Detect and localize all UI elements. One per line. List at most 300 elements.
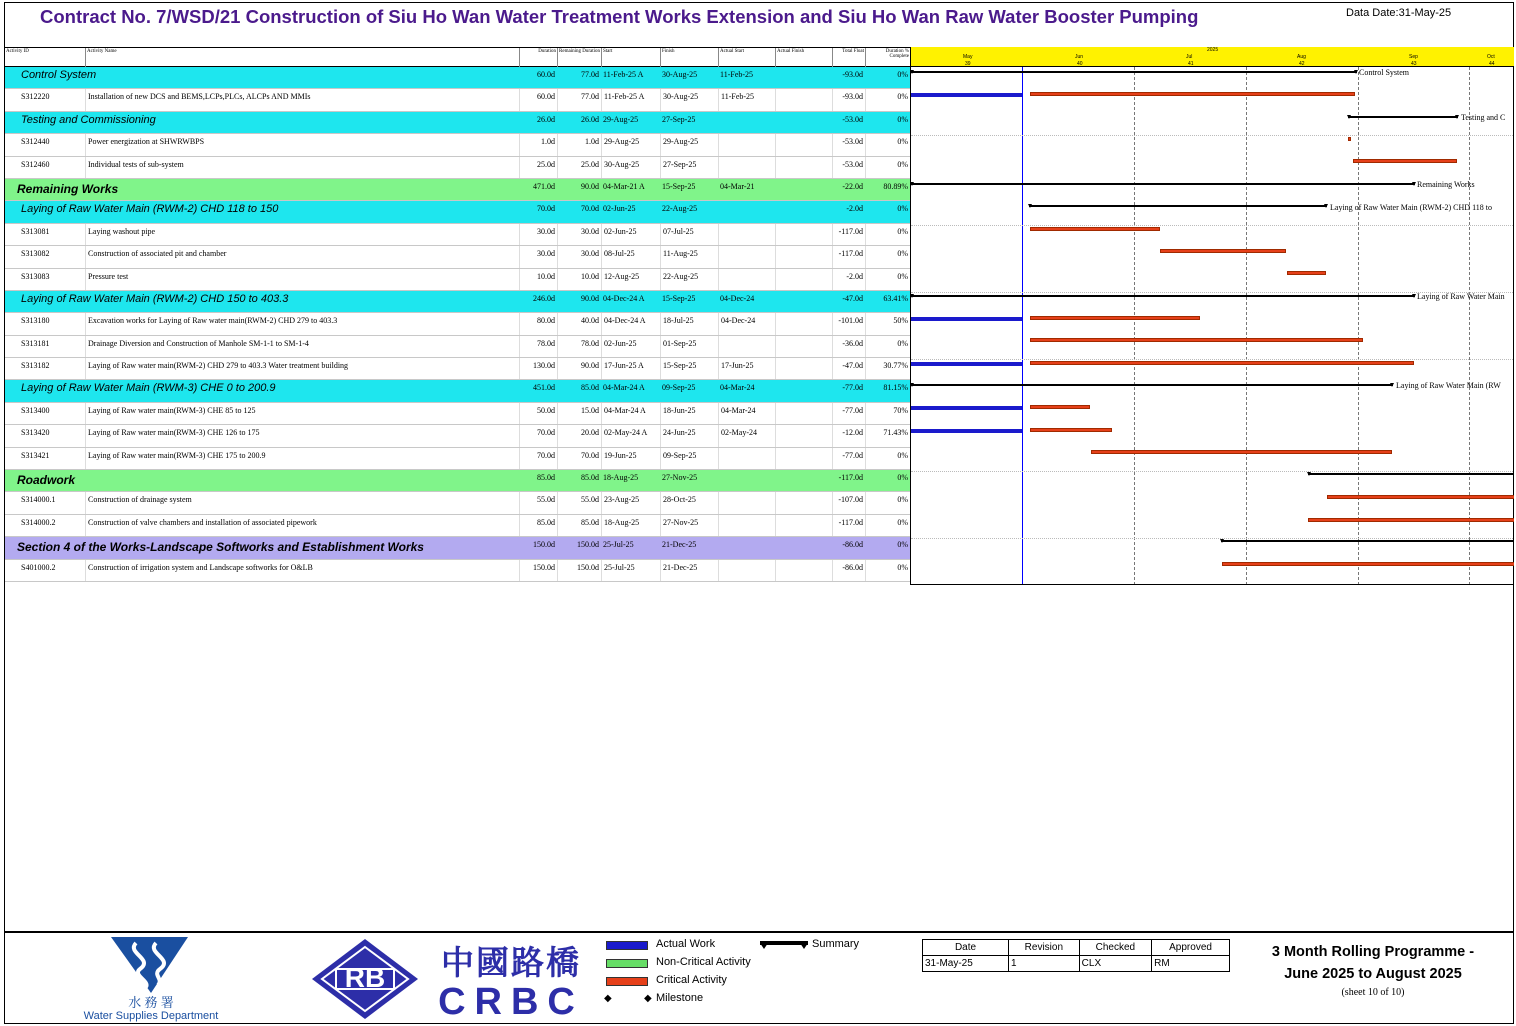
cell-activity-id: S312220	[21, 92, 50, 102]
gantt-label-rwm2-118: Laying of Raw Water Main (RWM-2) CHD 118 to	[1330, 203, 1492, 212]
cell-actual-finish	[775, 515, 832, 536]
legend-summary: Summary	[812, 938, 860, 950]
critical-bar-s313082[interactable]	[1160, 249, 1286, 253]
cell-finish: 07-Jul-25	[660, 224, 718, 245]
cell-activity-id: S314000.1	[21, 495, 56, 505]
wsd-logo	[66, 935, 236, 1025]
critical-bar-s314000-1[interactable]	[1327, 495, 1514, 499]
summary-bar-roadwork[interactable]	[1308, 473, 1514, 475]
cell-pct-complete: 0%	[865, 336, 910, 357]
cell-actual-start	[718, 269, 775, 290]
cell-remaining-duration: 90.0d	[557, 358, 601, 379]
rb-logo-text: RB	[344, 962, 386, 993]
group-name: Testing and Commissioning	[21, 113, 156, 126]
cell-activity-id: S313180	[21, 316, 50, 326]
cell-activity-name: Excavation works for Laying of Raw water main(RWM-2) CHD 279 to 403.3	[85, 313, 519, 334]
cell-pct-complete: 81.15%	[883, 383, 908, 393]
cell-start: 25-Jul-25	[601, 560, 660, 581]
col-actual-start[interactable]: Actual Start	[718, 48, 775, 67]
cell-total-float: -36.0d	[832, 336, 865, 357]
critical-bar-s313182[interactable]	[1030, 361, 1414, 365]
group-row[interactable]	[5, 537, 910, 559]
table-row[interactable]	[5, 134, 910, 156]
cell-remaining-duration: 77.0d	[557, 89, 601, 110]
group-row[interactable]	[5, 112, 910, 134]
timescale-month: May	[963, 54, 973, 60]
cell-actual-start: 04-Mar-21	[720, 181, 755, 191]
crbc-logo	[432, 937, 590, 1025]
cell-duration: 70.0d	[537, 204, 555, 214]
gridline	[1134, 67, 1135, 585]
cell-total-float: -93.0d	[832, 89, 865, 110]
sheet-number: (sheet 10 of 10)	[1341, 987, 1405, 998]
cell-activity-id: S313400	[21, 405, 50, 415]
cell-pct-complete: 0%	[865, 134, 910, 155]
col-total-float[interactable]: Total Float	[832, 48, 865, 67]
cell-finish: 30-Aug-25	[662, 70, 698, 79]
cell-pct-complete: 0%	[865, 224, 910, 245]
critical-bar-s312440[interactable]	[1348, 137, 1351, 141]
cell-activity-name: Construction of valve chambers and installation of associated pipework	[85, 515, 519, 536]
timescale-week: 42	[1299, 61, 1305, 67]
table-row[interactable]	[5, 358, 910, 380]
group-row[interactable]	[5, 291, 910, 313]
cell-total-float: -101.0d	[832, 313, 865, 334]
table-row[interactable]	[5, 313, 910, 335]
group-row[interactable]	[5, 67, 910, 89]
timescale-month: Jun	[1075, 54, 1084, 60]
cell-finish: 15-Sep-25	[660, 358, 718, 379]
cell-finish: 09-Sep-25	[662, 383, 696, 393]
cell-remaining-duration: 150.0d	[577, 540, 599, 550]
cell-finish: 09-Sep-25	[660, 448, 718, 469]
cell-activity-name: Laying of Raw water main(RWM-3) CHE 126 to 175	[85, 425, 519, 446]
milestone-diamond-icon: ◆	[604, 993, 612, 1004]
cell-total-float: -2.0d	[846, 204, 863, 214]
cell-actual-finish	[775, 269, 832, 290]
footer	[4, 931, 1514, 1024]
cell-actual-finish	[775, 246, 832, 267]
legend-critical-swatch	[606, 977, 648, 986]
cell-actual-finish	[775, 134, 832, 155]
cell-actual-start: 17-Jun-25	[718, 358, 775, 379]
cell-start: 02-Jun-25	[603, 204, 636, 214]
cell-finish: 27-Nov-25	[662, 473, 698, 483]
cell-finish: 18-Jul-25	[660, 313, 718, 334]
cell-start: 25-Jul-25	[603, 540, 634, 550]
rev-header-revision: Revision	[1009, 940, 1080, 956]
table-row[interactable]	[5, 425, 910, 447]
cell-finish: 22-Aug-25	[662, 204, 698, 214]
cell-activity-id: S313082	[21, 249, 50, 259]
cell-finish: 22-Aug-25	[660, 269, 718, 290]
group-name: Control System	[21, 69, 97, 81]
cell-finish: 11-Aug-25	[660, 246, 718, 267]
critical-bar-s312220[interactable]	[1030, 92, 1355, 96]
cell-activity-name: Construction of drainage system	[85, 492, 519, 513]
cell-total-float: -53.0d	[832, 134, 865, 155]
col-duration[interactable]: Duration	[519, 48, 557, 67]
cell-duration: 150.0d	[533, 540, 555, 550]
table-row[interactable]	[5, 403, 910, 425]
page-title: Contract No. 7/WSD/21 Construction of Siu Ho Wan Water Treatment Works Extension and Siu Ho Wan Raw Water Booster Pumping	[40, 6, 1199, 27]
cell-start: 18-Aug-25	[603, 473, 639, 483]
col-activity-name[interactable]: Activity Name	[85, 48, 519, 67]
cell-duration: 55.0d	[519, 492, 557, 513]
cell-total-float: -77.0d	[832, 403, 865, 424]
cell-start: 02-May-24 A	[601, 425, 660, 446]
cell-actual-finish	[775, 358, 832, 379]
legend-actual-work: Actual Work	[656, 938, 716, 950]
group-name: Laying of Raw Water Main (RWM-2) CHD 118 to 150	[21, 203, 279, 216]
cell-total-float: -117.0d	[838, 473, 863, 483]
cell-remaining-duration: 90.0d	[581, 293, 599, 303]
cell-remaining-duration: 30.0d	[557, 224, 601, 245]
cell-activity-id: S313081	[21, 226, 50, 236]
cell-pct-complete: 0%	[865, 492, 910, 513]
cell-total-float: -107.0d	[832, 492, 865, 513]
group-name: Laying of Raw Water Main (RWM-2) CHD 150 to 403.3	[21, 292, 289, 305]
critical-bar-s314000-2[interactable]	[1308, 518, 1514, 522]
cell-duration: 80.0d	[519, 313, 557, 334]
cell-remaining-duration: 150.0d	[557, 560, 601, 581]
legend-non-critical: Non-Critical Activity	[656, 956, 751, 968]
cell-pct-complete: 70%	[865, 403, 910, 424]
group-row[interactable]	[5, 380, 910, 402]
cell-actual-finish	[775, 380, 832, 401]
timescale-week: 41	[1188, 61, 1194, 67]
cell-start: 04-Mar-24 A	[601, 403, 660, 424]
cell-actual-finish	[775, 425, 832, 446]
wsd-emblem-icon	[66, 935, 236, 995]
cell-remaining-duration: 40.0d	[557, 313, 601, 334]
gantt-label-rwm2-150: Laying of Raw Water Main	[1417, 292, 1505, 301]
cell-actual-finish	[775, 201, 832, 222]
summary-bar-remaining-works[interactable]	[911, 183, 1415, 185]
col-finish[interactable]: Finish	[660, 48, 718, 67]
cell-activity-id: S313420	[21, 428, 50, 438]
timescale-month: Jul	[1186, 54, 1193, 60]
crbc-chinese-name: 中國路橋	[441, 943, 581, 982]
cell-start: 18-Aug-25	[601, 515, 660, 536]
cell-activity-name: Installation of new DCS and BEMS,LCPs,PLCs, ALCPs AND MMIs	[85, 89, 519, 110]
table-row[interactable]	[5, 448, 910, 470]
cell-activity-name: Drainage Diversion and Construction of Manhole SM-1-1 to SM-1-4	[85, 336, 519, 357]
row-separator	[911, 135, 1514, 136]
critical-bar-s313181[interactable]	[1030, 338, 1363, 342]
group-row[interactable]	[5, 470, 910, 492]
actual-bar-s313182[interactable]	[911, 362, 1022, 366]
cell-duration: 246.0d	[533, 293, 555, 303]
cell-duration: 25.0d	[519, 157, 557, 178]
cell-total-float: -53.0d	[842, 114, 863, 124]
cell-total-float: -53.0d	[832, 157, 865, 178]
cell-total-float: -22.0d	[842, 181, 863, 191]
legend-critical: Critical Activity	[656, 974, 727, 986]
cell-total-float: -47.0d	[832, 358, 865, 379]
cell-activity-name: Pressure test	[85, 269, 519, 290]
rev-header-approved: Approved	[1152, 940, 1230, 956]
cell-duration: 60.0d	[519, 89, 557, 110]
cell-remaining-duration: 10.0d	[557, 269, 601, 290]
col-actual-finish[interactable]: Actual Finish	[775, 48, 832, 67]
wsd-english-name: Water Supplies Department	[83, 1010, 219, 1022]
row-separator	[911, 538, 1514, 539]
cell-remaining-duration: 30.0d	[557, 246, 601, 267]
cell-total-float: -12.0d	[832, 425, 865, 446]
cell-duration: 451.0d	[533, 383, 555, 393]
critical-bar-s313420[interactable]	[1030, 428, 1112, 432]
cell-pct-complete: 50%	[865, 313, 910, 334]
cell-duration: 10.0d	[519, 269, 557, 290]
summary-bar-section-4[interactable]	[1221, 540, 1514, 542]
cell-actual-start: 11-Feb-25	[718, 89, 775, 110]
cell-actual-finish	[775, 67, 832, 88]
col-pct-complete[interactable]: Duration % Complete	[865, 48, 910, 67]
data-date-line	[1022, 67, 1023, 585]
cell-remaining-duration: 85.0d	[557, 515, 601, 536]
critical-bar-s313081[interactable]	[1030, 227, 1160, 231]
cell-actual-start	[718, 134, 775, 155]
crbc-name: CRBC	[438, 981, 584, 1023]
col-start[interactable]: Start	[601, 48, 660, 67]
summary-bar-rwm2-118[interactable]	[1029, 205, 1327, 207]
cell-start: 04-Mar-24 A	[603, 383, 645, 393]
cell-pct-complete: 0%	[897, 70, 908, 79]
cell-start: 19-Jun-25	[601, 448, 660, 469]
gridline	[1246, 67, 1247, 585]
cell-remaining-duration: 26.0d	[581, 114, 599, 124]
critical-bar-s401000-2[interactable]	[1222, 562, 1514, 566]
milestone-diamond-icon: ◆	[644, 993, 652, 1004]
cell-actual-finish	[775, 336, 832, 357]
cell-activity-id: S314000.2	[21, 517, 56, 527]
cell-actual-start	[718, 246, 775, 267]
cell-actual-start: 04-Mar-24	[720, 383, 755, 393]
cell-activity-name: Power energization at SHWRWBPS	[85, 134, 519, 155]
cell-start: 11-Feb-25 A	[601, 89, 660, 110]
wsd-chinese-name: 水 務 署	[128, 995, 174, 1010]
activity-table	[5, 47, 910, 582]
col-remaining-duration[interactable]: Remaining Duration	[557, 48, 601, 67]
cell-actual-start	[718, 448, 775, 469]
cell-actual-start	[718, 201, 775, 222]
gridline	[1469, 67, 1470, 585]
gridline	[1358, 67, 1359, 585]
cell-actual-finish	[775, 224, 832, 245]
cell-duration: 471.0d	[533, 181, 555, 191]
cell-duration: 30.0d	[519, 224, 557, 245]
programme-title-line-1: 3 Month Rolling Programme -	[1271, 944, 1475, 960]
cell-start: 04-Mar-21 A	[603, 181, 645, 191]
cell-actual-start	[718, 560, 775, 581]
cell-total-float: -117.0d	[832, 246, 865, 267]
table-row[interactable]	[5, 246, 910, 268]
cell-actual-finish	[775, 560, 832, 581]
legend-non-critical-swatch	[606, 959, 648, 968]
table-row[interactable]	[5, 560, 910, 582]
table-row[interactable]	[5, 157, 910, 179]
cell-duration: 85.0d	[537, 473, 555, 483]
actual-bar-s313180[interactable]	[911, 317, 1022, 321]
cell-start: 04-Dec-24 A	[603, 293, 645, 303]
cell-activity-name: Laying of Raw water main(RWM-3) CHE 85 to 125	[85, 403, 519, 424]
cell-actual-start: 04-Dec-24	[718, 313, 775, 334]
rev-date: 31-May-25	[923, 956, 1009, 972]
gantt-label-control-system: Control System	[1359, 68, 1410, 77]
cell-pct-complete: 80.89%	[883, 181, 908, 191]
rev-revision: 1	[1009, 956, 1080, 972]
table-row[interactable]	[5, 336, 910, 358]
critical-bar-s313083[interactable]	[1287, 271, 1326, 275]
critical-bar-s313400[interactable]	[1030, 405, 1090, 409]
cell-activity-id: S401000.2	[21, 562, 56, 572]
cell-pct-complete: 0%	[865, 448, 910, 469]
cell-start: 29-Aug-25	[601, 134, 660, 155]
summary-bar-rwm2-150[interactable]	[911, 295, 1415, 297]
gantt-label-remaining-works: Remaining Works	[1417, 180, 1475, 189]
cell-activity-id: S313181	[21, 338, 50, 348]
cell-remaining-duration: 20.0d	[557, 425, 601, 446]
cell-duration: 85.0d	[519, 515, 557, 536]
actual-bar-s313400[interactable]	[911, 406, 1022, 410]
table-row[interactable]	[5, 224, 910, 246]
cell-activity-name: Laying washout pipe	[85, 224, 519, 245]
group-row[interactable]	[5, 201, 910, 223]
cell-total-float: -86.0d	[832, 560, 865, 581]
cell-finish: 30-Aug-25	[660, 89, 718, 110]
cell-actual-start: 04-Mar-24	[718, 403, 775, 424]
cell-start: 04-Dec-24 A	[601, 313, 660, 334]
table-row[interactable]	[5, 89, 910, 111]
cell-actual-start	[718, 515, 775, 536]
cell-actual-start	[718, 157, 775, 178]
cell-duration: 70.0d	[519, 448, 557, 469]
cell-actual-finish	[775, 157, 832, 178]
timescale-month: Oct	[1487, 54, 1495, 60]
critical-bar-s313421[interactable]	[1091, 450, 1392, 454]
cell-duration: 60.0d	[537, 70, 555, 79]
cell-actual-finish	[775, 537, 832, 558]
cell-total-float: -86.0d	[842, 540, 863, 550]
timescale-month: Aug	[1297, 54, 1306, 60]
cell-duration: 150.0d	[519, 560, 557, 581]
cell-remaining-duration: 90.0d	[581, 181, 599, 191]
cell-activity-id: S312460	[21, 159, 50, 169]
timescale-week: 39	[965, 61, 971, 67]
cell-activity-name: Construction of irrigation system and Landscape softworks for O&LB	[85, 560, 519, 581]
actual-bar-s313420[interactable]	[911, 429, 1022, 433]
cell-remaining-duration: 1.0d	[557, 134, 601, 155]
cell-start: 17-Jun-25 A	[601, 358, 660, 379]
cell-total-float: -93.0d	[842, 70, 863, 79]
legend-milestone: Milestone	[656, 992, 704, 1004]
timescale-month: Sep	[1409, 54, 1418, 60]
cell-total-float: -77.0d	[832, 448, 865, 469]
cell-start: 08-Jul-25	[601, 246, 660, 267]
rev-header-date: Date	[923, 940, 1009, 956]
table-row[interactable]	[5, 492, 910, 514]
group-row[interactable]	[5, 179, 910, 201]
cell-pct-complete: 63.41%	[883, 293, 908, 303]
critical-bar-s312460[interactable]	[1353, 159, 1457, 163]
cell-pct-complete: 0%	[865, 515, 910, 536]
group-name: Roadwork	[17, 473, 76, 488]
table-header	[5, 47, 910, 67]
cell-actual-finish	[775, 470, 832, 491]
rev-header-checked: Checked	[1079, 940, 1151, 956]
cell-activity-name: Laying of Raw water main(RWM-3) CHE 175 to 200.9	[85, 448, 519, 469]
cell-finish: 27-Sep-25	[660, 157, 718, 178]
cell-pct-complete: 0%	[897, 473, 908, 483]
cell-activity-id: S313083	[21, 271, 50, 281]
cell-start: 12-Aug-25	[601, 269, 660, 290]
gantt-label-rwm3: Laying of Raw Water Main (RW	[1396, 381, 1501, 390]
rb-logo	[310, 937, 420, 1021]
row-separator	[911, 471, 1514, 472]
cell-remaining-duration: 25.0d	[557, 157, 601, 178]
actual-bar-s312220[interactable]	[911, 93, 1022, 97]
cell-actual-start: 02-May-24	[718, 425, 775, 446]
cell-actual-finish	[775, 403, 832, 424]
rev-checked: CLX	[1079, 956, 1151, 972]
cell-duration: 26.0d	[537, 114, 555, 124]
group-name: Section 4 of the Works-Landscape Softworks and Establishment Works	[17, 540, 424, 555]
table-row[interactable]	[5, 515, 910, 537]
cell-remaining-duration: 70.0d	[581, 204, 599, 214]
cell-finish: 18-Jun-25	[660, 403, 718, 424]
cell-total-float: -117.0d	[832, 515, 865, 536]
cell-activity-name: Laying of Raw water main(RWM-2) CHD 279 to 403.3 Water treatment building	[85, 358, 519, 379]
table-row[interactable]	[5, 269, 910, 291]
summary-bar-rwm3[interactable]	[911, 384, 1393, 386]
timescale-year: 2025	[1207, 47, 1219, 53]
summary-bar-testing[interactable]	[1348, 116, 1458, 118]
timescale-week: 43	[1411, 61, 1417, 67]
cell-activity-name: Individual tests of sub-system	[85, 157, 519, 178]
cell-total-float: -77.0d	[842, 383, 863, 393]
cell-activity-id: S312440	[21, 137, 50, 147]
cell-finish: 29-Aug-25	[660, 134, 718, 155]
cell-total-float: -117.0d	[832, 224, 865, 245]
summary-bar-control-system[interactable]	[911, 71, 1357, 73]
timescale-week: 40	[1077, 61, 1083, 67]
cell-start: 29-Aug-25	[603, 114, 639, 124]
cell-actual-finish	[775, 179, 832, 200]
cell-actual-start	[718, 492, 775, 513]
cell-remaining-duration: 15.0d	[557, 403, 601, 424]
cell-remaining-duration: 70.0d	[557, 448, 601, 469]
col-activity-id[interactable]: Activity ID	[6, 49, 29, 54]
cell-actual-finish	[775, 291, 832, 312]
cell-start: 02-Jun-25	[601, 224, 660, 245]
cell-pct-complete: 0%	[897, 204, 908, 214]
cell-pct-complete: 0%	[865, 157, 910, 178]
cell-actual-finish	[775, 492, 832, 513]
cell-pct-complete: 71.43%	[865, 425, 910, 446]
cell-finish: 27-Sep-25	[662, 114, 696, 124]
summary-left-cap-icon	[760, 943, 768, 949]
cell-pct-complete: 0%	[865, 89, 910, 110]
cell-finish: 21-Dec-25	[660, 560, 718, 581]
cell-finish: 24-Jun-25	[660, 425, 718, 446]
programme-title	[1246, 941, 1500, 985]
table-body	[5, 67, 910, 582]
cell-duration: 130.0d	[519, 358, 557, 379]
cell-total-float: -2.0d	[832, 269, 865, 290]
cell-start: 02-Jun-25	[601, 336, 660, 357]
critical-bar-s313180[interactable]	[1030, 316, 1200, 320]
